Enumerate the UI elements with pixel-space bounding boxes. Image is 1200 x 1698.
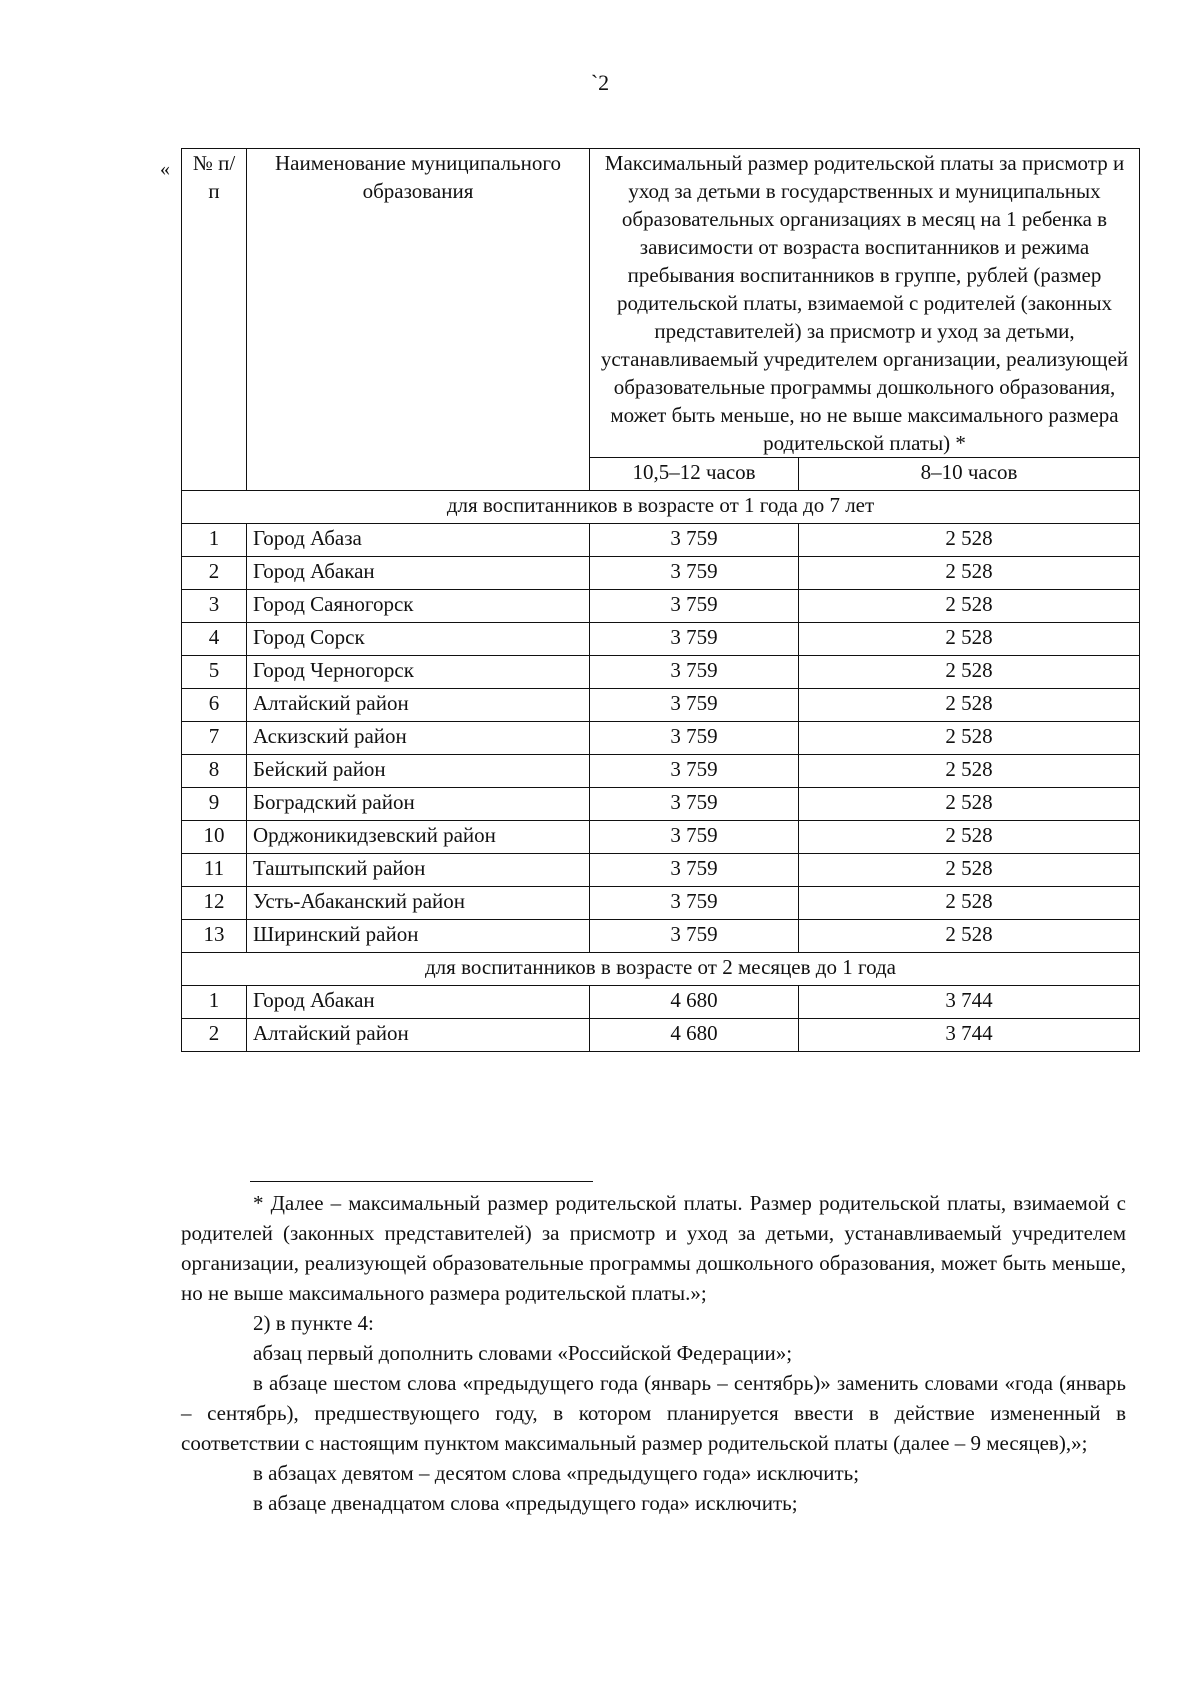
table-row [182, 656, 1140, 689]
fee-mode-a: 3 759 [590, 887, 799, 920]
fee-mode-a: 3 759 [590, 755, 799, 788]
municipality-name: Город Сорск [247, 623, 590, 656]
section-title: для воспитанников в возрасте от 2 месяцев до 1 года [182, 953, 1140, 986]
fee-mode-a: 3 759 [590, 656, 799, 689]
row-number: 4 [182, 623, 247, 656]
fee-mode-b: 2 528 [799, 821, 1140, 854]
table-row [182, 887, 1140, 920]
municipality-name: Алтайский район [247, 689, 590, 722]
section-2-body [182, 953, 1140, 1052]
row-number: 11 [182, 854, 247, 887]
paragraph: в абзаце шестом слова «предыдущего года (январь – сентябрь)» заменить словами «года (январь – сентябрь), предшествующего году, в котором планируется ввести в действие измененный в соответствии с настоящим пунктом максимальный размер родительской платы (далее – 9 месяцев),»; [181, 1371, 1126, 1455]
header-municipality: Наименование муниципального образования [247, 149, 590, 491]
fee-mode-b: 3 744 [799, 986, 1140, 1019]
table-row [182, 854, 1140, 887]
fee-mode-a: 4 680 [590, 986, 799, 1019]
row-number: 1 [182, 524, 247, 557]
table-row [182, 755, 1140, 788]
fee-mode-a: 3 759 [590, 590, 799, 623]
fee-mode-a: 3 759 [590, 689, 799, 722]
table-row [182, 986, 1140, 1019]
fee-mode-b: 2 528 [799, 623, 1140, 656]
municipality-name: Таштыпский район [247, 854, 590, 887]
fee-mode-a: 3 759 [590, 788, 799, 821]
table-row [182, 722, 1140, 755]
table-row [182, 689, 1140, 722]
section-1-body [182, 491, 1140, 953]
paragraph: в абзаце двенадцатом слова «предыдущего года» исключить; [253, 1491, 798, 1515]
municipality-name: Город Черногорск [247, 656, 590, 689]
row-number: 5 [182, 656, 247, 689]
paragraph: в абзацах девятом – десятом слова «предыдущего года» исключить; [253, 1461, 860, 1485]
fee-mode-b: 2 528 [799, 722, 1140, 755]
municipality-name: Город Абакан [247, 986, 590, 1019]
document-text [181, 1188, 1126, 1518]
municipality-name: Бейский район [247, 755, 590, 788]
fee-mode-b: 2 528 [799, 755, 1140, 788]
municipality-name: Ширинский район [247, 920, 590, 953]
fee-table [181, 148, 1140, 1052]
table-row [182, 788, 1140, 821]
footnote-separator [250, 1181, 593, 1182]
opening-quote-mark: « [160, 158, 170, 180]
header-mode-a: 10,5–12 часов [590, 458, 799, 491]
municipality-name: Алтайский район [247, 1019, 590, 1052]
fee-mode-b: 2 528 [799, 788, 1140, 821]
municipality-name: Город Абаза [247, 524, 590, 557]
fee-mode-b: 2 528 [799, 524, 1140, 557]
header-max-fee: Максимальный размер родительской платы за присмотр и уход за детьми в государственных и муниципальных образовательных организациях в месяц на 1 ребенка в зависимости от возраста воспитанников и режима пребывания воспитанников в группе, рублей (размер родительской платы, взимаемой с родителей (законных представителей) за присмотр и уход за детьми, устанавливаемый учредителем организации, реализующей образовательные программы дошкольного образования, может быть меньше, но не выше максимального размера родительской платы) * [590, 149, 1140, 458]
municipality-name: Боградский район [247, 788, 590, 821]
fee-mode-a: 4 680 [590, 1019, 799, 1052]
row-number: 12 [182, 887, 247, 920]
table-row [182, 557, 1140, 590]
table-row [182, 623, 1140, 656]
municipality-name: Город Саяногорск [247, 590, 590, 623]
municipality-name: Усть-Абаканский район [247, 887, 590, 920]
fee-mode-b: 2 528 [799, 557, 1140, 590]
row-number: 13 [182, 920, 247, 953]
fee-mode-a: 3 759 [590, 557, 799, 590]
municipality-name: Город Абакан [247, 557, 590, 590]
row-number: 6 [182, 689, 247, 722]
table-row [182, 590, 1140, 623]
fee-mode-a: 3 759 [590, 920, 799, 953]
fee-mode-b: 2 528 [799, 656, 1140, 689]
row-number: 2 [182, 1019, 247, 1052]
table-row [182, 821, 1140, 854]
table-row [182, 920, 1140, 953]
row-number: 10 [182, 821, 247, 854]
table-row [182, 1019, 1140, 1052]
table-header-row [182, 149, 1140, 458]
header-number: № п/п [182, 149, 247, 491]
fee-mode-b: 2 528 [799, 854, 1140, 887]
table-row [182, 524, 1140, 557]
paragraph: 2) в пункте 4: [253, 1311, 374, 1335]
fee-mode-a: 3 759 [590, 821, 799, 854]
page-number: `2 [590, 70, 610, 95]
paragraph: абзац первый дополнить словами «Российской Федерации»; [253, 1341, 793, 1365]
row-number: 8 [182, 755, 247, 788]
municipality-name: Аскизский район [247, 722, 590, 755]
fee-mode-b: 2 528 [799, 689, 1140, 722]
fee-mode-b: 2 528 [799, 590, 1140, 623]
row-number: 1 [182, 986, 247, 1019]
fee-mode-a: 3 759 [590, 722, 799, 755]
row-number: 9 [182, 788, 247, 821]
fee-mode-a: 3 759 [590, 524, 799, 557]
municipality-name: Орджоникидзевский район [247, 821, 590, 854]
section-title: для воспитанников в возрасте от 1 года до 7 лет [182, 491, 1140, 524]
fee-mode-b: 3 744 [799, 1019, 1140, 1052]
header-mode-b: 8–10 часов [799, 458, 1140, 491]
row-number: 3 [182, 590, 247, 623]
fee-mode-b: 2 528 [799, 887, 1140, 920]
fee-mode-a: 3 759 [590, 854, 799, 887]
fee-mode-a: 3 759 [590, 623, 799, 656]
footnote: * Далее – максимальный размер родительской платы. Размер родительской платы, взимаемой с родителей (законных представителей) за присмотр и уход за детьми, устанавливаемый учредителем организации, реализующей образовательные программы дошкольного образования, может быть меньше, но не выше максимального размера родительской платы.»; [181, 1191, 1126, 1305]
row-number: 2 [182, 557, 247, 590]
row-number: 7 [182, 722, 247, 755]
fee-mode-b: 2 528 [799, 920, 1140, 953]
